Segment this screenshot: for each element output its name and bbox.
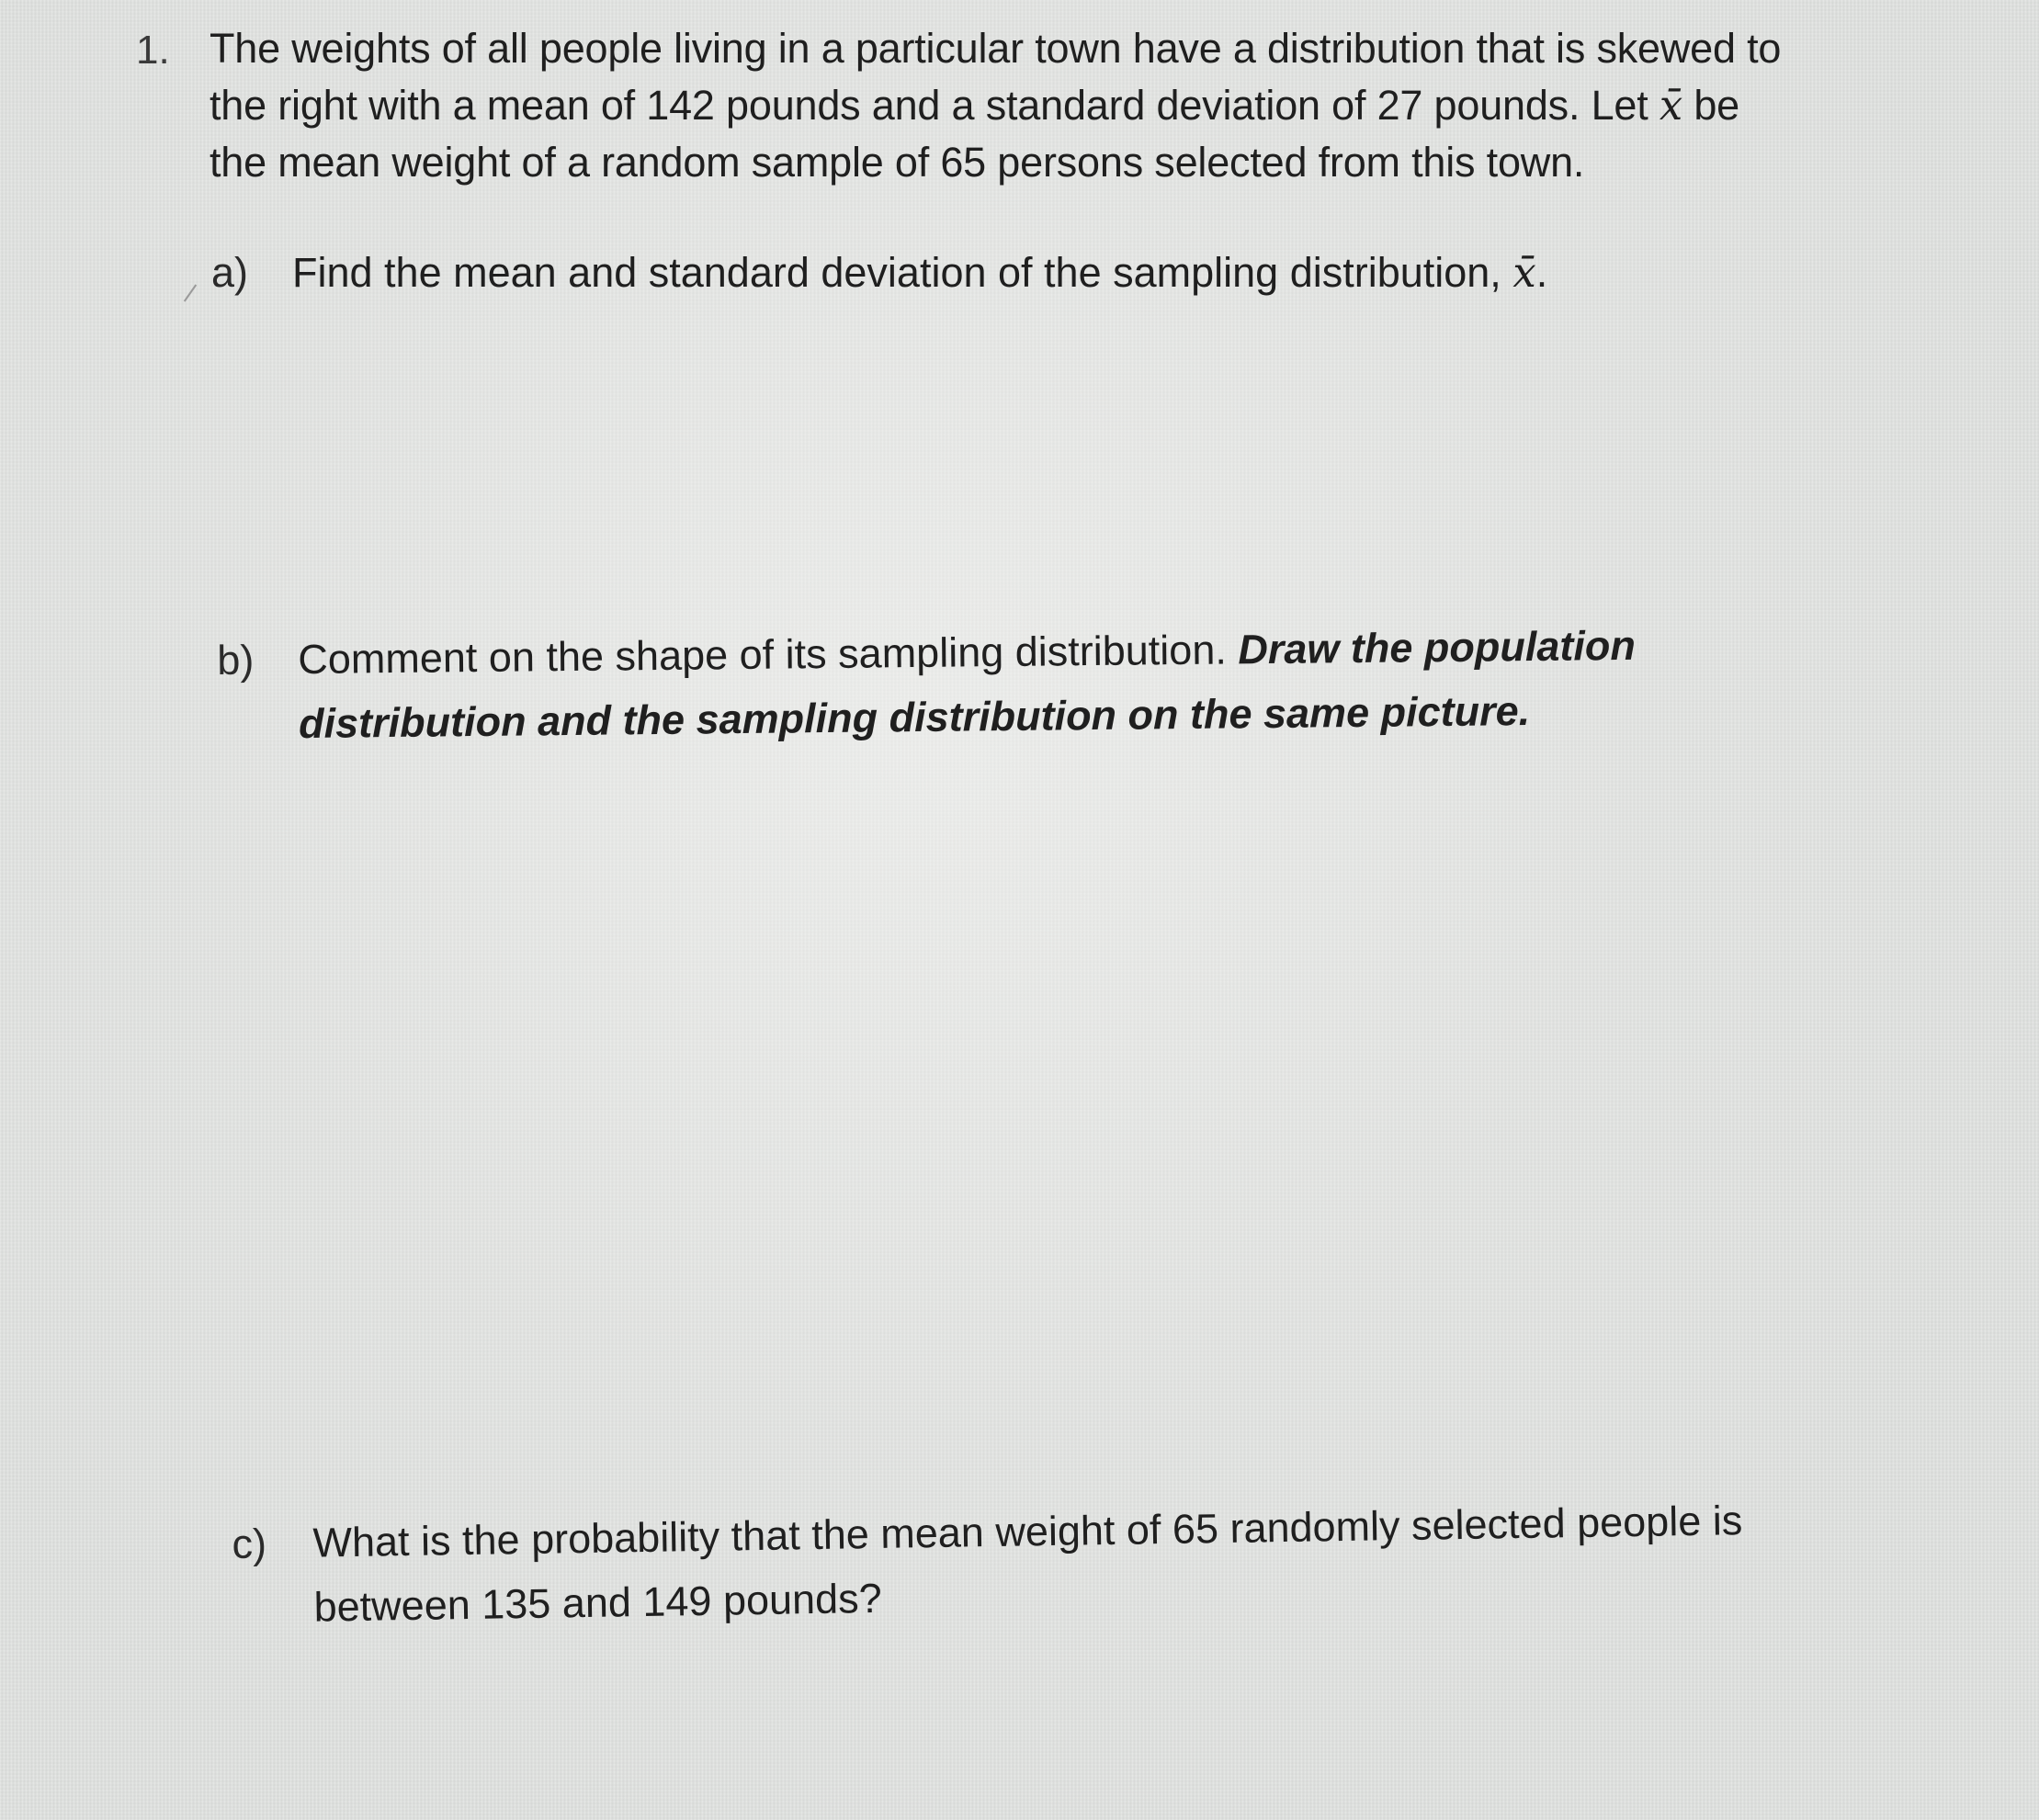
part-c-line-2: between 135 and 149 pounds? <box>313 1574 883 1631</box>
part-b-label: b) <box>217 636 255 684</box>
part-c-label: c) <box>232 1520 267 1567</box>
question-number: 1. <box>136 28 170 73</box>
part-a-end: . <box>1535 249 1548 296</box>
stem-line-2-end: be <box>1682 82 1739 129</box>
pen-mark <box>184 284 197 301</box>
part-b-emphasis-2: distribution and the sampling distribution on the same picture. <box>298 687 1531 748</box>
part-b-text: Comment on the shape of its sampling distribution. <box>298 626 1239 684</box>
part-c-line-1: What is the probability that the mean weight of 65 randomly selected people is <box>312 1497 1743 1566</box>
part-c <box>232 1488 1744 1641</box>
xbar-symbol-a: x̄ <box>1512 248 1536 297</box>
stem-line-2-text: the right with a mean of 142 pounds and a standard deviation of 27 pounds. Let <box>210 82 1660 129</box>
stem-line-2 <box>210 77 1882 134</box>
question-stem <box>210 20 1882 191</box>
part-a-label: a) <box>211 249 249 296</box>
stem-line-1: The weights of all people living in a particular town have a distribution that is skewed to <box>210 25 1782 72</box>
part-b <box>217 614 1637 757</box>
xbar-symbol: x̄ <box>1659 81 1683 130</box>
part-b-emphasis-1: Draw the population <box>1238 621 1637 673</box>
part-a <box>211 241 1547 305</box>
part-a-text: Find the mean and standard deviation of the sampling distribution, <box>292 249 1513 296</box>
stem-line-3: the mean weight of a random sample of 65 persons selected from this town. <box>210 139 1585 186</box>
